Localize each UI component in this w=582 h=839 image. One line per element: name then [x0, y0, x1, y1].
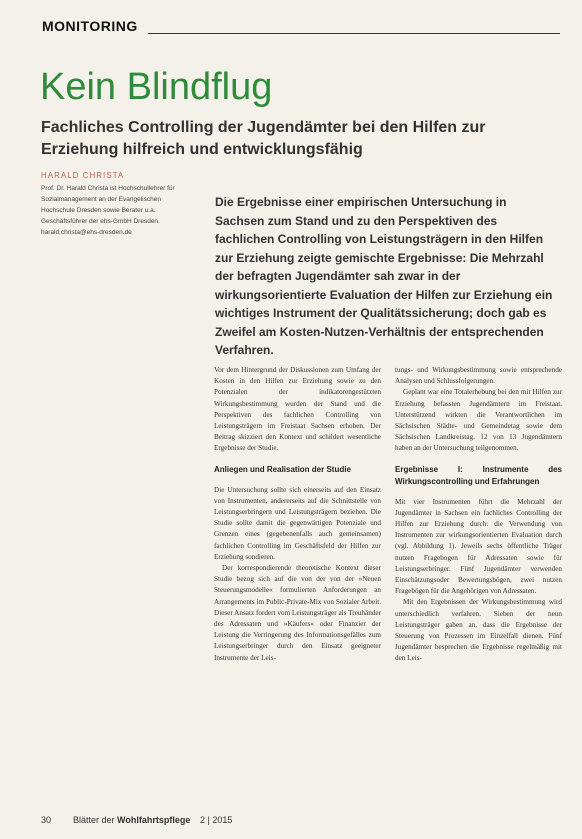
paragraph: Der korrespondierende theoretische Kontext dieser Studie bezog sich auf die von der von der »Neuen Steuerungsmodelle« formulierten Anforderungen an Arrangements im Public-Private-Mix von Sozialer Arbeit. Dieser Ansatz fordert vom Leistungsträger als Treuhänder des Adressaten und »Käufers« oder Finanzier der Leistung die Verringerung des Informationsgefälles zum Leistungserbringer durch den Einsatz geeigneter Instrumente der Leis- [214, 564, 381, 662]
body-column-1 [214, 365, 381, 664]
paragraph: Mit den Ergebnissen der Wirkungsbestimmung wird unterschiedlich verfahren. Sieben der neun Leistungsträger gaben an, dass die Ergebnisse der Steuerung von Prozessen im Einzelfall dienen. Fünf Jugendämter besprechen die Ergebnisse regelmäßig mit den Leis- [395, 598, 562, 663]
journal-name-prefix: Blätter der [73, 815, 118, 825]
journal-name-bold: Wohlfahrtspflege [117, 815, 191, 825]
journal-name [73, 815, 190, 825]
issue-number: 2 | 2015 [200, 815, 233, 825]
article-title: Kein Blindflug [40, 66, 273, 108]
paragraph: Die Untersuchung sollte sich einerseits auf den Einsatz von Instrumenten, andererseits auf die Schnittstelle von Leistungserbringern und Leistungsträgern beziehen. Die Studie sollte damit die gegenwärtigen Potenziale und Grenzen eines (gegebenenfalls auch gemeinsamen) fachlichen Controlling im Geschäftsfeld der Hilfen zur Erziehung sondieren. [214, 485, 381, 561]
author-bio: Prof. Dr. Harald Christa ist Hochschullehrer für Sozialmanagement an der Evangelischen Hochschule Dresden sowie Berater u.a. Geschäftsführer der ehs-GmbH Dresden. harald.christa@ehs-dresden.de [41, 185, 175, 236]
page-number: 30 [41, 815, 52, 825]
section-label: MONITORING [42, 18, 138, 34]
body-column-2 [395, 365, 562, 665]
paragraph: Geplant war eine Totalerhebung bei den mit Hilfen zur Erziehung befassten Jugendämtern im Freistaat. Unterstützend wirkten die Verantwortlichen im Sächsischen Städte- und Gemeindetag sowie dem Sächsischen Landkreistag. 12 von 13 Jugendämtern haben an der Untersuchung teilgenommen. [395, 388, 562, 453]
article-subtitle: Fachliches Controlling der Jugendämter bei den Hilfen zur Erziehung hilfreich und entwicklungsfähig [41, 119, 486, 158]
paragraph: tungs- und Wirkungsbestimmung sowie entsprechende Analysen und Schlussfolgerungen. [395, 366, 562, 386]
author-name: HARALD CHRISTA [41, 171, 125, 180]
paragraph: Mit vier Instrumenten führt die Mehrzahl der Jugendämter in Sachsen ein fachliches Controlling der Hilfen zur Erziehung durch: die Verwendung von Instrumenten zur wirkungsorientierten Evaluation durch (vgl. Abbildung 1). Jeweils sechs öffentliche Träger nutzen Fragebogen für Adressaten sowie für Leistungserbringer. Fünf Jugendämter verwenden Einschätzungsoder Bewertungsbögen, zwei nutzen Fragebögen für die Angehörigen von Adressaten. [395, 497, 562, 596]
lead-paragraph: Die Ergebnisse einer empirischen Untersuchung in Sachsen zum Stand und zu den Perspektiven des fachlichen Controlling von Leistungsträgern in den Hilfen zur Erziehung zeigte gemischte Ergebnisse: Die Mehrzahl der befragten Jugendämter sah zwar in der wirkungsorientierte Evaluation der Hilfen zur Erziehung ein wichtiges Instrument der Qualitätssicherung; doch gab es Zweifel am Kosten-Nutzen-Verhältnis der entsprechenden Verfahren. [215, 195, 553, 357]
header-rule [148, 33, 560, 34]
section-heading: Ergebnisse I: Instrumente des Wirkungscontrolling und Erfahrungen [395, 464, 562, 486]
paragraph: Vor dem Hintergrund der Diskussionen zum Umfang der Kosten in den Hilfen zur Erziehung sowie zu den Potenzialen der indikatorengestützten Wirkungsbestimmung wurden der Stand und die Perspektiven des fachlichen Controlling von Leistungsträgern im Freistaat Sachsen erhoben. Der Beitrag skizziert den Kontext und schildert wesentliche Ergebnisse der Studie. [214, 366, 381, 453]
section-heading: Anliegen und Realisation der Studie [214, 464, 351, 474]
